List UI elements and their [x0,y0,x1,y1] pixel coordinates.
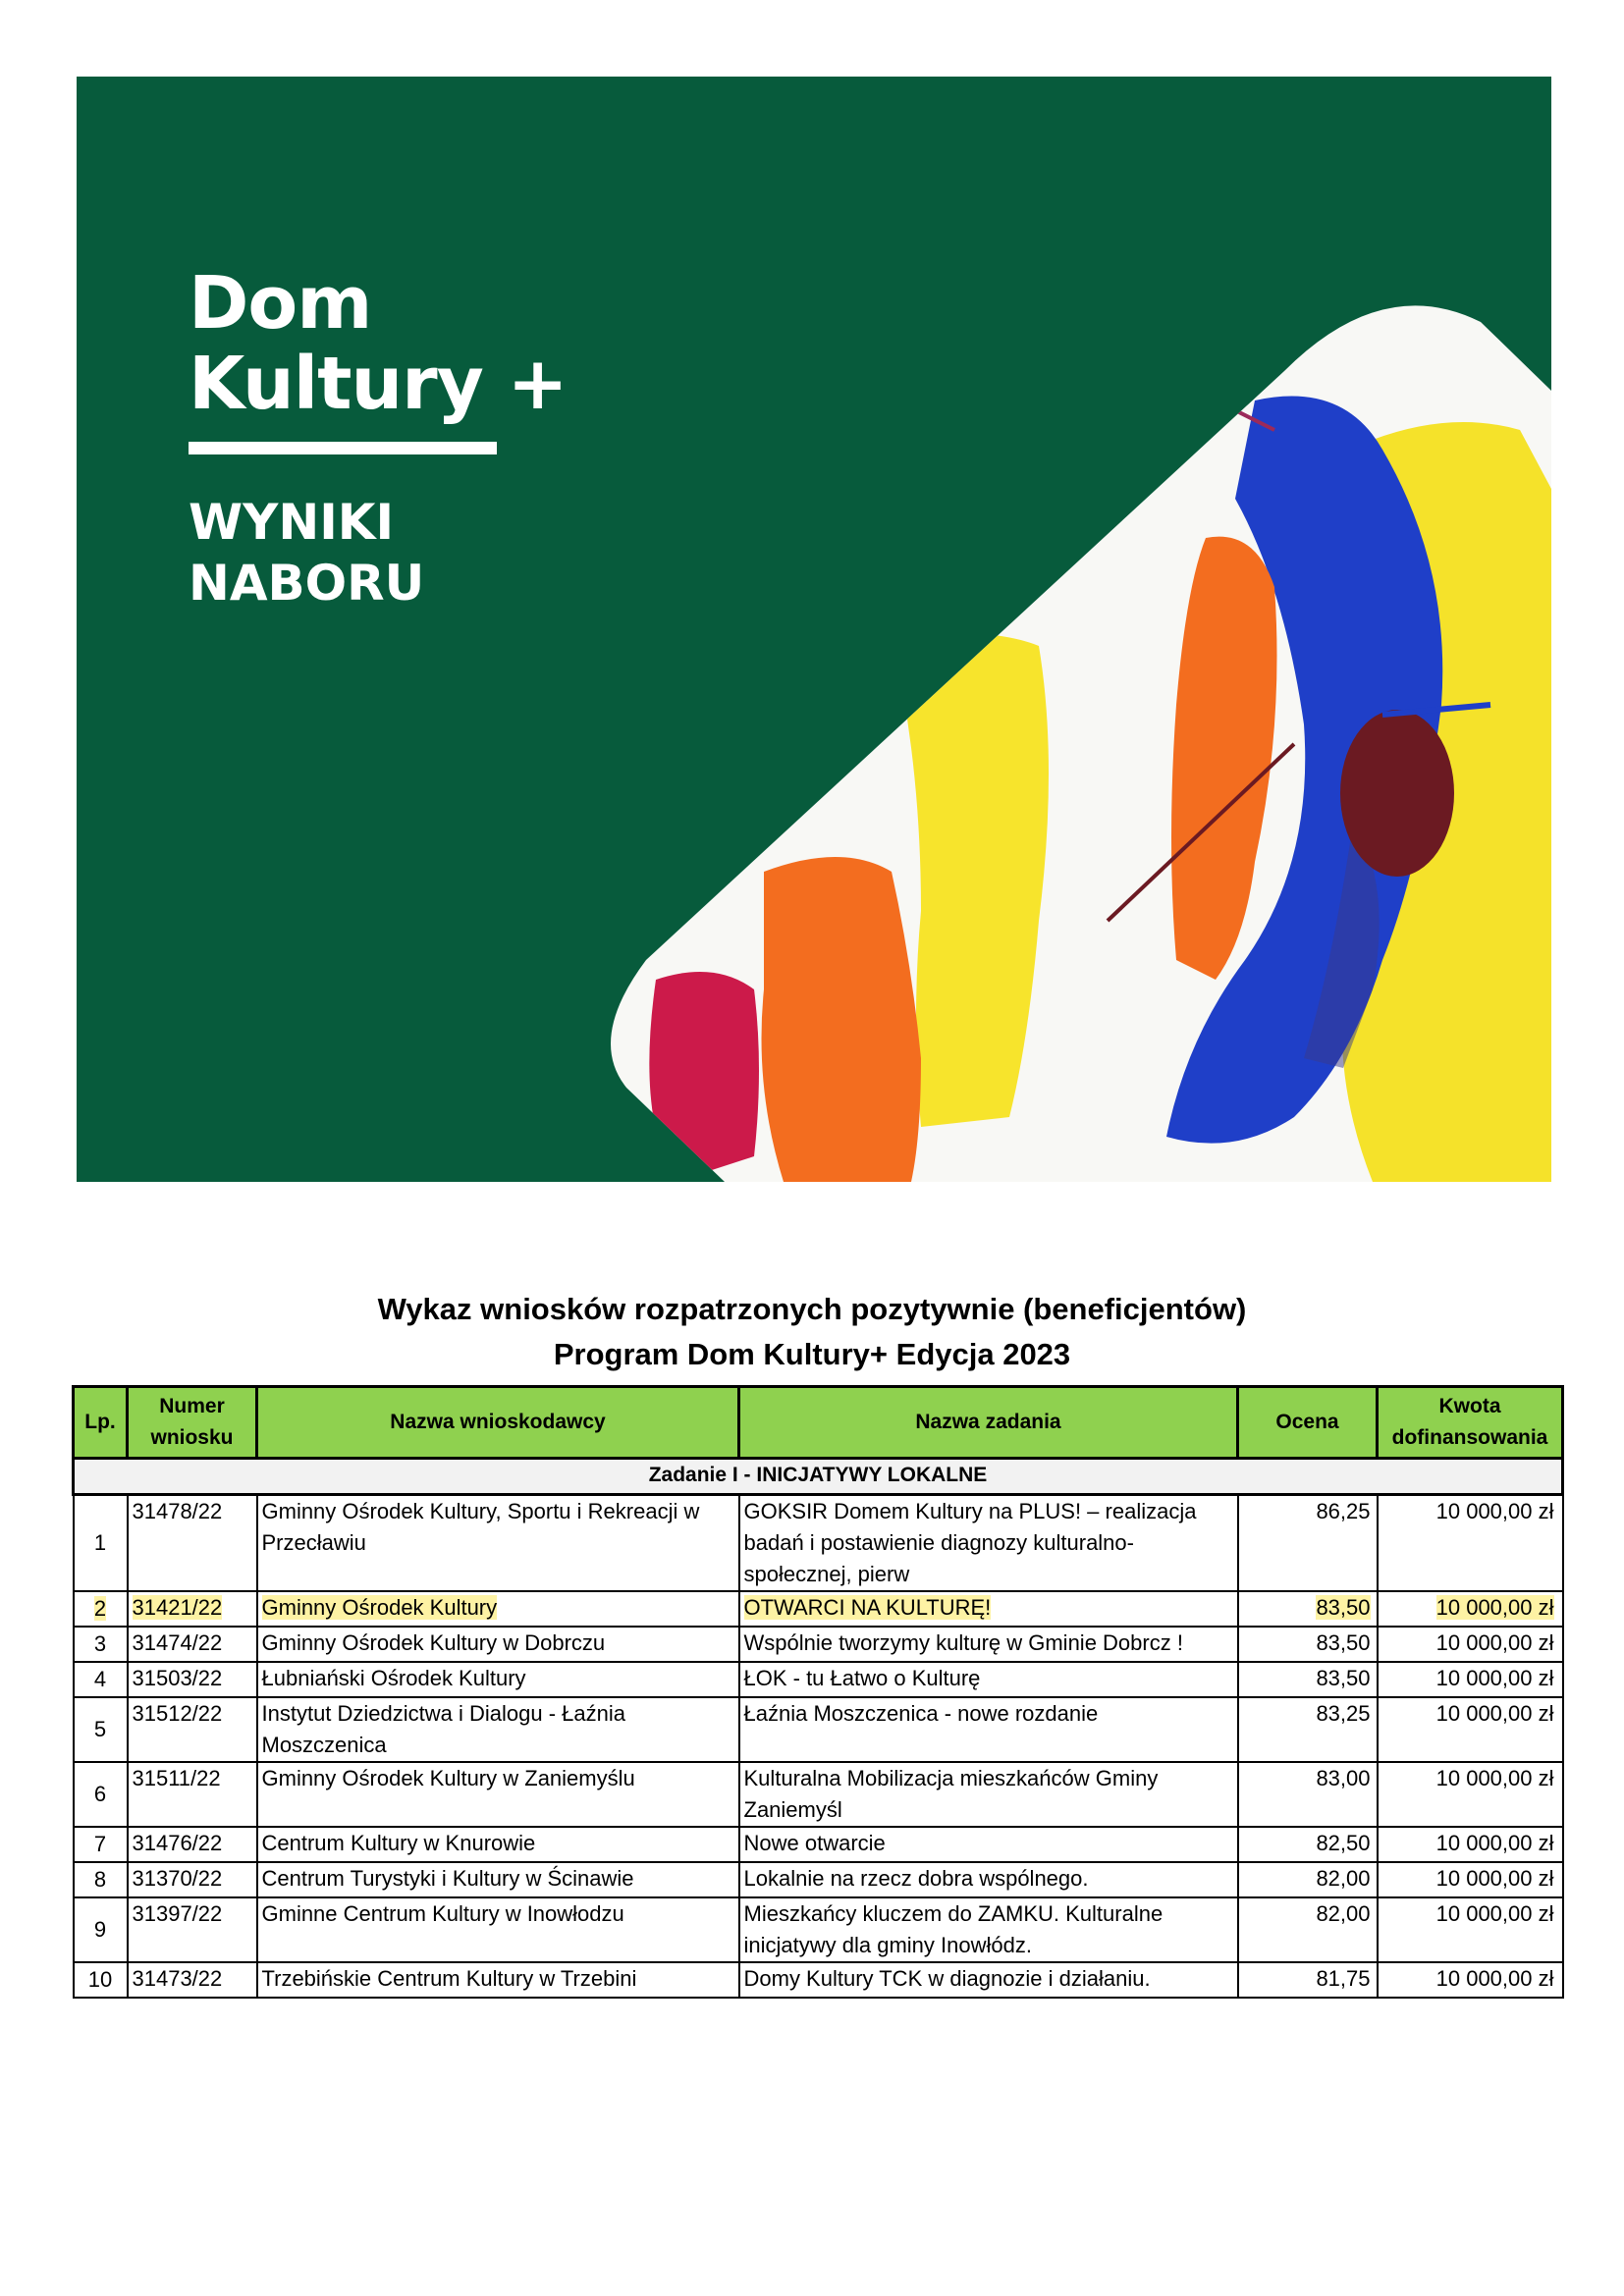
table-row [74,1962,1563,1998]
cell-kwota [1378,1591,1563,1627]
cell-zadanie-text: Mieszkańcy kluczem do ZAMKU. Kulturalne inicjatywy dla gminy Inowłódz. [743,1901,1164,1957]
cell-wnioskodawca-text: Łubniański Ośrodek Kultury [261,1666,526,1690]
table-row [74,1662,1563,1697]
table-row [74,1495,1563,1592]
cell-wnioskodawca [257,1591,739,1627]
cell-wnioskodawca [257,1897,739,1962]
cell-zadanie-text: OTWARCI NA KULTURĘ! [743,1595,992,1620]
cell-ocena [1238,1897,1378,1962]
cell-zadanie-text: Wspólnie tworzymy kulturę w Gminie Dobrcz ! [743,1630,1183,1655]
table-row [74,1627,1563,1662]
cell-numer [128,1827,257,1862]
logo-line-dom: Dom [189,261,372,346]
cell-wnioskodawca-text: Gminny Ośrodek Kultury [261,1595,498,1620]
cell-wnioskodawca [257,1862,739,1897]
cell-lp [74,1627,128,1662]
cell-kwota-text: 10 000,00 zł [1435,1901,1554,1926]
cell-numer [128,1862,257,1897]
cell-zadanie [739,1862,1238,1897]
cell-zadanie [739,1697,1238,1762]
cell-wnioskodawca-text: Centrum Kultury w Knurowie [261,1831,536,1855]
cell-zadanie [739,1762,1238,1827]
cell-lp [74,1697,128,1762]
cell-numer-text: 31503/22 [132,1666,223,1690]
cell-numer-text: 31512/22 [132,1701,223,1726]
cell-ocena [1238,1495,1378,1592]
cell-ocena [1238,1862,1378,1897]
cell-kwota-text: 10 000,00 zł [1435,1499,1554,1523]
cell-numer [128,1627,257,1662]
header-wnioskodawca: Nazwa wnioskodawcy [257,1387,739,1459]
cell-kwota [1378,1762,1563,1827]
cell-lp-text: 1 [93,1530,107,1555]
table-row [74,1862,1563,1897]
cell-zadanie-text: Lokalnie na rzecz dobra wspólnego. [743,1866,1089,1891]
cell-ocena-text: 83,50 [1316,1595,1371,1620]
cell-kwota-text: 10 000,00 zł [1435,1766,1554,1790]
cell-kwota-text: 10 000,00 zł [1435,1701,1554,1726]
cell-lp [74,1897,128,1962]
header-zadanie: Nazwa zadania [739,1387,1238,1459]
cell-zadanie [739,1897,1238,1962]
cell-kwota [1378,1662,1563,1697]
cell-ocena-text: 81,75 [1316,1966,1371,1991]
cell-kwota [1378,1697,1563,1762]
cell-numer-text: 31474/22 [132,1630,223,1655]
cell-kwota [1378,1862,1563,1897]
cell-ocena [1238,1697,1378,1762]
table-row [74,1697,1563,1762]
cell-zadanie [739,1827,1238,1862]
cell-numer [128,1762,257,1827]
table-row [74,1591,1563,1627]
cell-wnioskodawca [257,1627,739,1662]
table-row [74,1897,1563,1962]
cell-ocena-text: 82,00 [1316,1866,1371,1891]
cell-kwota-text: 10 000,00 zł [1435,1595,1554,1620]
cell-wnioskodawca-text: Gminny Ośrodek Kultury, Sportu i Rekreacji w Przecławiu [261,1499,700,1555]
cell-kwota-text: 10 000,00 zł [1435,1966,1554,1991]
table-row [74,1762,1563,1827]
cell-kwota [1378,1827,1563,1862]
cell-kwota [1378,1495,1563,1592]
cell-numer [128,1591,257,1627]
cell-numer [128,1962,257,1998]
cell-wnioskodawca-text: Gminny Ośrodek Kultury w Dobrczu [261,1630,606,1655]
cell-wnioskodawca-text: Trzebińskie Centrum Kultury w Trzebini [261,1966,637,1991]
cell-wnioskodawca-text: Gminne Centrum Kultury w Inowłodzu [261,1901,624,1926]
cell-wnioskodawca [257,1962,739,1998]
cell-ocena [1238,1627,1378,1662]
cell-lp-text: 7 [93,1832,107,1856]
cell-numer-text: 31511/22 [132,1766,221,1790]
cell-numer [128,1697,257,1762]
section-label: Zadanie I - INICJATYWY LOKALNE [74,1459,1563,1495]
cell-zadanie-text: ŁOK - tu Łatwo o Kulturę [743,1666,981,1690]
cell-zadanie [739,1962,1238,1998]
table-header-row [74,1387,1563,1459]
cell-lp [74,1662,128,1697]
cell-lp-text: 6 [93,1782,107,1806]
cell-ocena-text: 83,25 [1316,1701,1371,1726]
document-title: Wykaz wniosków rozpatrzonych pozytywnie (beneficjentów) [377,1292,1247,1326]
cell-ocena [1238,1762,1378,1827]
cell-lp-text: 5 [93,1717,107,1741]
cell-lp [74,1827,128,1862]
cell-numer [128,1495,257,1592]
cell-kwota-text: 10 000,00 zł [1435,1866,1554,1891]
cell-ocena-text: 83,00 [1316,1766,1371,1790]
cell-kwota-text: 10 000,00 zł [1435,1630,1554,1655]
cell-ocena-text: 82,00 [1316,1901,1371,1926]
cell-lp [74,1495,128,1592]
header-numer: Numer wniosku [128,1387,257,1459]
cell-wnioskodawca [257,1662,739,1697]
table-row [74,1827,1563,1862]
cell-wnioskodawca-text: Instytut Dziedzictwa i Dialogu - Łaźnia Moszczenica [261,1701,625,1757]
beneficiaries-table [72,1385,1564,1999]
logo-line-wyniki: WYNIKI [189,494,395,551]
header-kwota: Kwota dofinansowania [1378,1387,1563,1459]
cell-zadanie-text: Domy Kultury TCK w diagnozie i działaniu. [743,1966,1151,1991]
cell-ocena-text: 82,50 [1316,1831,1371,1855]
cell-numer-text: 31473/22 [132,1966,223,1991]
cell-numer-text: 31478/22 [132,1499,223,1523]
cell-lp [74,1591,128,1627]
cell-ocena-text: 83,50 [1316,1666,1371,1690]
hero-banner [77,77,1551,1182]
cell-zadanie [739,1662,1238,1697]
cell-ocena [1238,1962,1378,1998]
cell-zadanie [739,1627,1238,1662]
cell-lp-text: 9 [93,1917,107,1942]
cell-lp [74,1762,128,1827]
document-subtitle: Program Dom Kultury+ Edycja 2023 [553,1337,1071,1371]
cell-wnioskodawca [257,1697,739,1762]
cell-kwota [1378,1627,1563,1662]
dom-kultury-logo [189,263,568,614]
logo-line-kultury: Kultury + [189,342,568,426]
header-ocena: Ocena [1238,1387,1378,1459]
cell-numer [128,1897,257,1962]
logo-divider [189,442,497,454]
cell-ocena [1238,1827,1378,1862]
cell-zadanie [739,1591,1238,1627]
cell-ocena [1238,1591,1378,1627]
cell-kwota-text: 10 000,00 zł [1435,1831,1554,1855]
header-lp: Lp. [74,1387,128,1459]
cell-ocena [1238,1662,1378,1697]
cell-lp-text: 8 [93,1867,107,1892]
cell-zadanie-text: GOKSIR Domem Kultury na PLUS! – realizacja badań i postawienie diagnozy kulturalno-społecznej, pierw [743,1499,1197,1586]
cell-numer-text: 31370/22 [132,1866,223,1891]
cell-wnioskodawca-text: Gminny Ośrodek Kultury w Zaniemyślu [261,1766,635,1790]
cell-lp [74,1962,128,1998]
cell-ocena-text: 83,50 [1316,1630,1371,1655]
cell-numer-text: 31397/22 [132,1901,223,1926]
cell-kwota [1378,1897,1563,1962]
cell-wnioskodawca [257,1827,739,1862]
paint-artwork [77,77,1551,1182]
cell-lp-text: 4 [93,1667,107,1691]
cell-kwota-text: 10 000,00 zł [1435,1666,1554,1690]
cell-lp-text: 10 [87,1967,113,1992]
cell-zadanie-text: Kulturalna Mobilizacja mieszkańców Gminy Zaniemyśl [743,1766,1159,1822]
cell-wnioskodawca [257,1762,739,1827]
cell-numer-text: 31421/22 [132,1595,223,1620]
cell-ocena-text: 86,25 [1316,1499,1371,1523]
cell-numer-text: 31476/22 [132,1831,223,1855]
cell-kwota [1378,1962,1563,1998]
cell-lp-text: 2 [93,1596,107,1621]
cell-zadanie-text: Łaźnia Moszczenica - nowe rozdanie [743,1701,1099,1726]
cell-wnioskodawca-text: Centrum Turystyki i Kultury w Ścinawie [261,1866,634,1891]
cell-numer [128,1662,257,1697]
cell-zadanie [739,1495,1238,1592]
logo-line-naboru: NABORU [189,555,425,612]
cell-lp [74,1862,128,1897]
cell-lp-text: 3 [93,1631,107,1656]
cell-zadanie-text: Nowe otwarcie [743,1831,886,1855]
cell-wnioskodawca [257,1495,739,1592]
section-row [74,1459,1563,1495]
